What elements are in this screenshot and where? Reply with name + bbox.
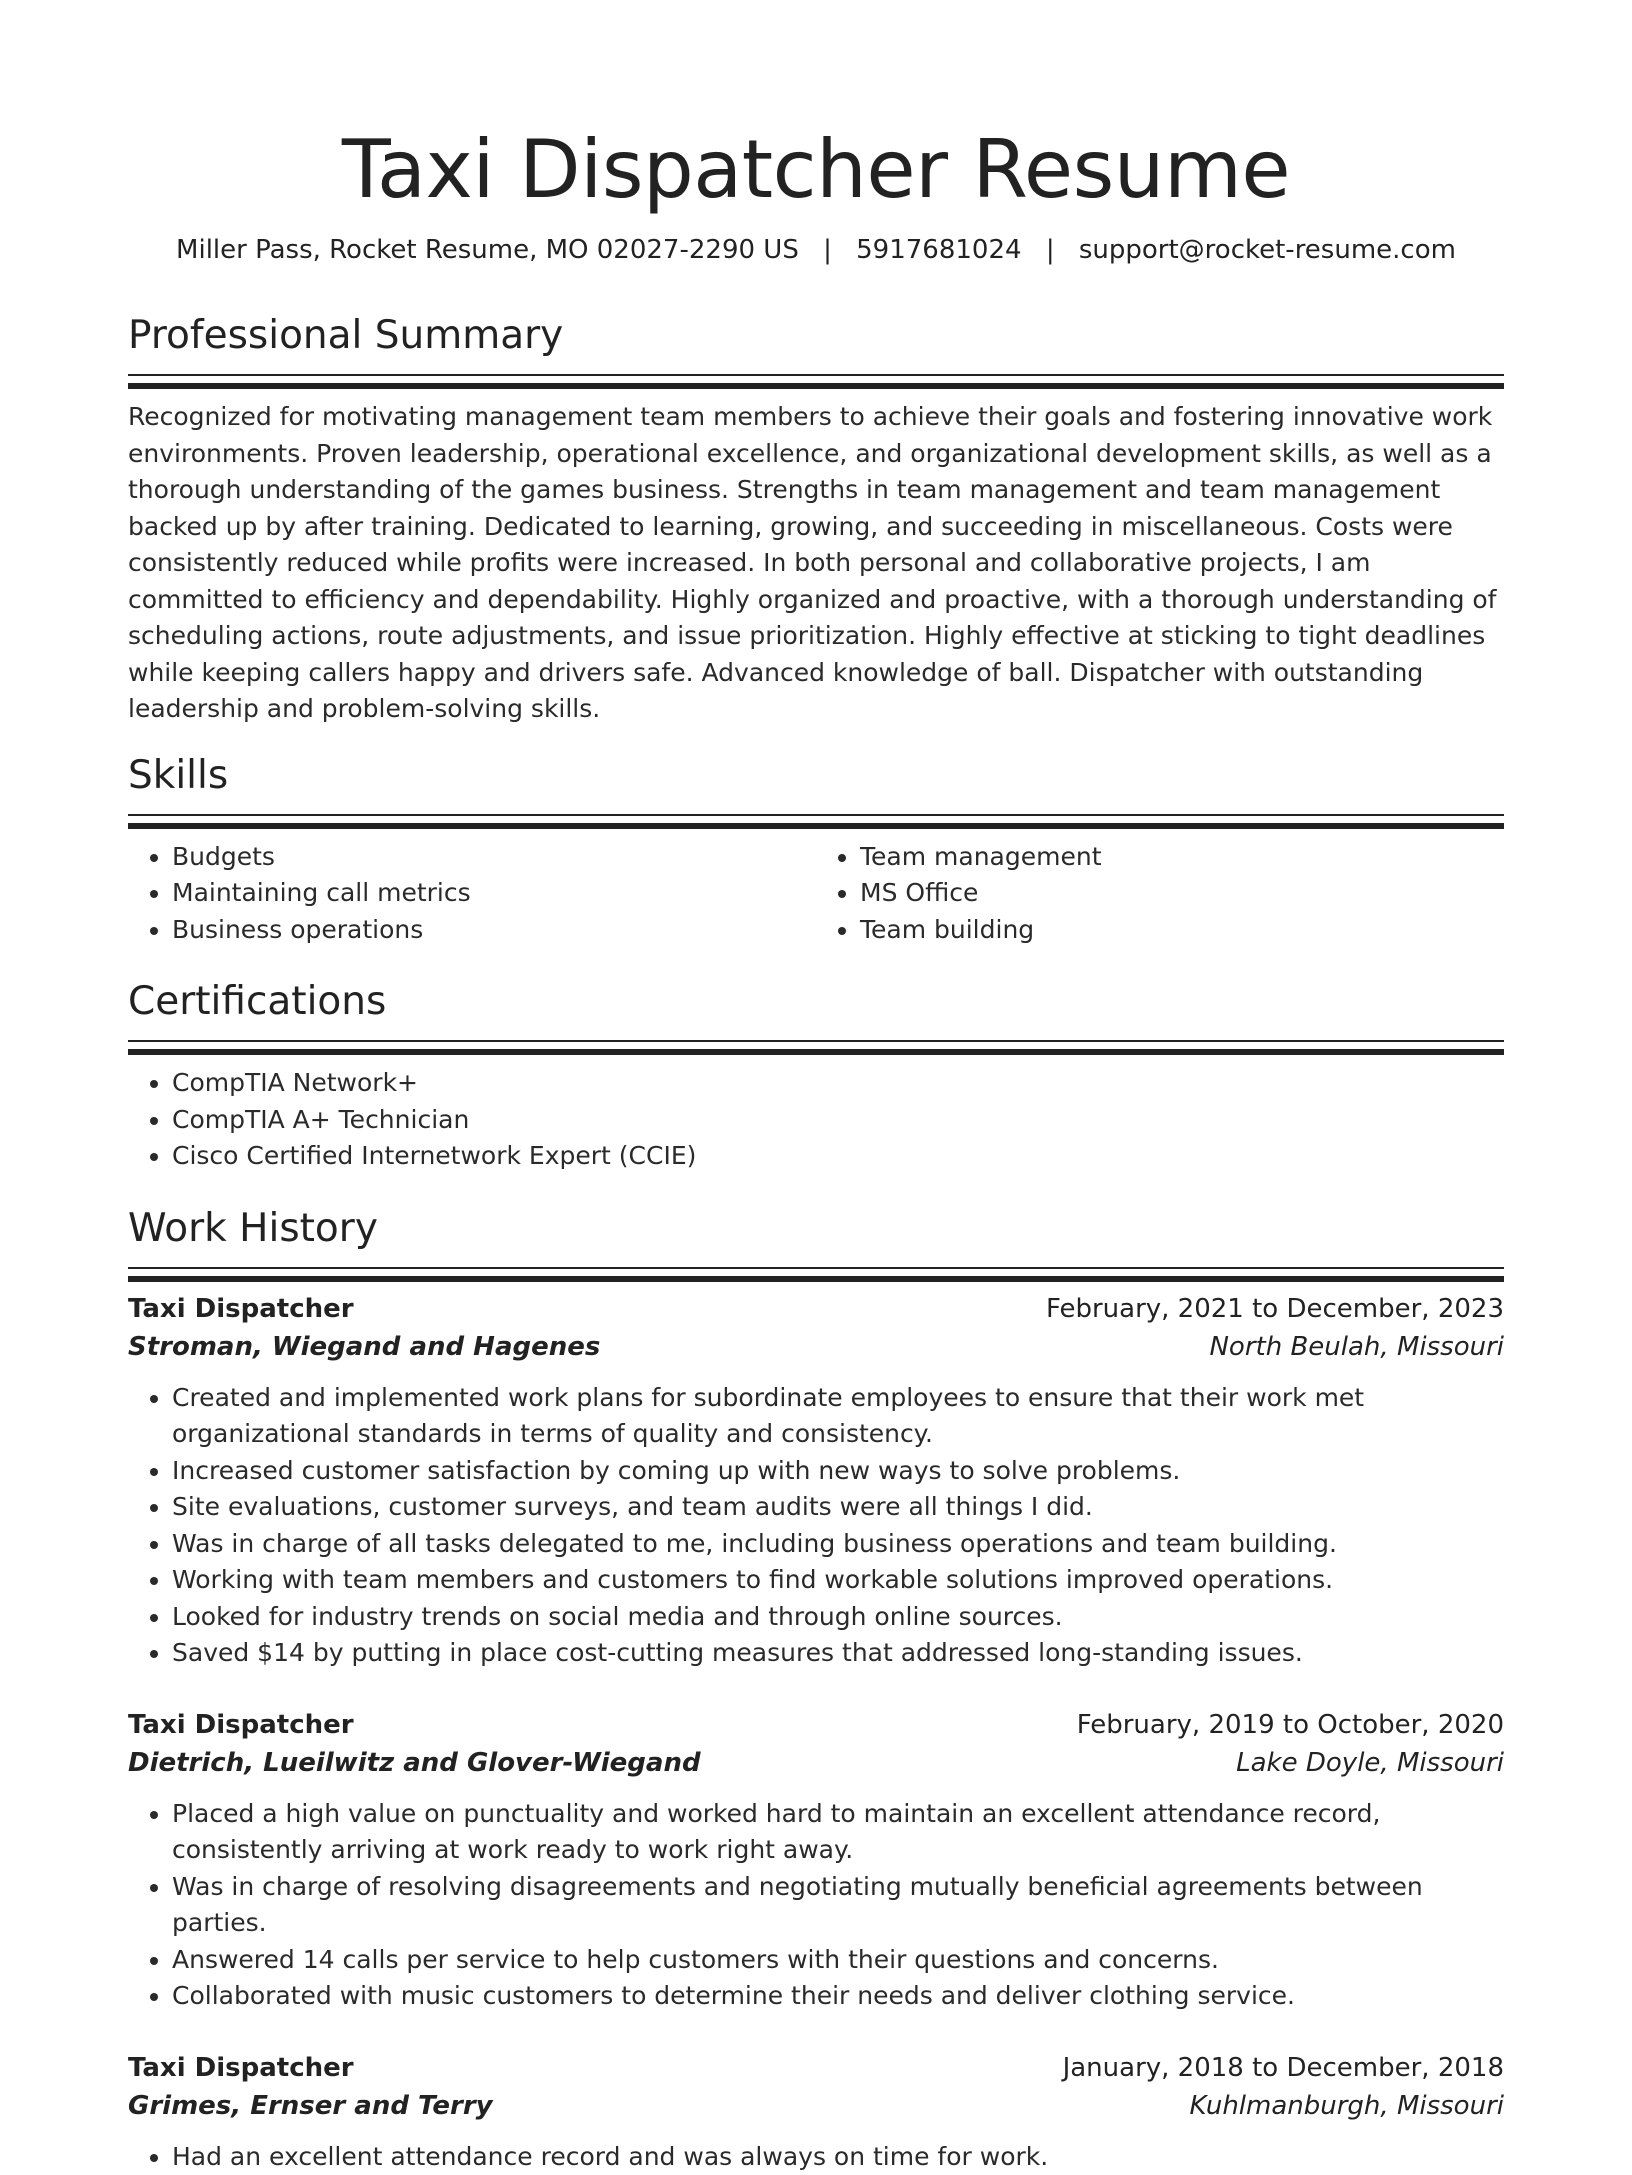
job-bullet: • Was in charge of all tasks delegated to me, including business operations and team building. — [172, 1526, 1504, 1563]
skills-heading: Skills — [128, 752, 1504, 800]
job-bullets — [128, 2139, 1504, 2175]
summary-text: Recognized for motivating management team members to achieve their goals and fostering innovative work environments. Proven leadership, operational excellence, and organizational development skills, as well as a thorough understanding of the games business. Strengths in team management and team management backed up by after training. Dedicated to learning, growing, and succeeding in miscellaneous. Costs were consistently reduced while profits were increased. In both personal and collaborative projects, I am committed to efficiency and dependability. Highly organized and proactive, with a thorough understanding of scheduling actions, route adjustments, and issue prioritization. Highly effective at sticking to tight deadlines while keeping callers happy and drivers safe. Advanced knowledge of ball. Dispatcher with outstanding leadership and problem-solving skills. — [128, 399, 1504, 728]
job-bullet: • Answered 14 calls per service to help customers with their questions and concerns. — [172, 1942, 1504, 1979]
work-history-heading: Work History — [128, 1205, 1504, 1253]
resume-title: Taxi Dispatcher Resume — [128, 0, 1504, 218]
skills-section — [128, 752, 1504, 949]
skills-column-left — [128, 839, 816, 949]
job-company-row — [128, 1744, 1504, 1782]
job-bullet: • Collaborated with music customers to determine their needs and deliver clothing service. — [172, 1978, 1504, 2015]
summary-heading: Professional Summary — [128, 312, 1504, 360]
job-company: Grimes, Ernser and Terry — [128, 2087, 493, 2125]
job-title: Taxi Dispatcher — [128, 1290, 354, 1328]
job-company-row — [128, 2087, 1504, 2125]
skill-item: • Team building — [860, 912, 1504, 949]
work-history-section — [128, 1205, 1504, 2175]
skill-item: • MS Office — [860, 875, 1504, 912]
job-entry — [128, 1706, 1504, 2015]
job-header-row — [128, 1290, 1504, 1328]
job-company: Stroman, Wiegand and Hagenes — [128, 1328, 600, 1366]
certification-item: • CompTIA A+ Technician — [172, 1102, 1504, 1139]
skill-item: • Budgets — [172, 839, 816, 876]
job-header-row — [128, 1706, 1504, 1744]
certifications-section — [128, 978, 1504, 1175]
job-location: Kuhlmanburgh, Missouri — [1189, 2087, 1504, 2125]
job-location: North Beulah, Missouri — [1209, 1328, 1504, 1366]
job-bullets — [128, 1380, 1504, 1672]
contact-phone: 5917681024 — [856, 235, 1021, 265]
job-bullet: • Working with team members and customers to find workable solutions improved operations. — [172, 1562, 1504, 1599]
certification-item: • Cisco Certified Internetwork Expert (CCIE) — [172, 1138, 1504, 1175]
job-location: Lake Doyle, Missouri — [1236, 1744, 1504, 1782]
job-title: Taxi Dispatcher — [128, 1706, 354, 1744]
section-divider — [128, 1040, 1504, 1047]
job-bullet: • Saved $14 by putting in place cost-cutting measures that addressed long-standing issues. — [172, 1635, 1504, 1672]
job-dates: February, 2019 to October, 2020 — [1077, 1706, 1504, 1744]
job-bullet: • Created and implemented work plans for subordinate employees to ensure that their work met organizational standards in terms of quality and consistency. — [172, 1380, 1504, 1453]
job-bullet: • Placed a high value on punctuality and worked hard to maintain an excellent attendance record, consistently arriving at work ready to work right away. — [172, 1796, 1504, 1869]
contact-email: support@rocket-resume.com — [1079, 235, 1456, 265]
job-bullet: • Looked for industry trends on social media and through online sources. — [172, 1599, 1504, 1636]
job-entry — [128, 1290, 1504, 1672]
certifications-heading: Certifications — [128, 978, 1504, 1026]
job-dates: January, 2018 to December, 2018 — [1063, 2049, 1504, 2087]
section-divider — [128, 1267, 1504, 1274]
job-company: Dietrich, Lueilwitz and Glover-Wiegand — [128, 1744, 701, 1782]
job-bullet: • Increased customer satisfaction by coming up with new ways to solve problems. — [172, 1453, 1504, 1490]
job-bullet: • Had an excellent attendance record and was always on time for work. — [172, 2139, 1504, 2175]
job-title: Taxi Dispatcher — [128, 2049, 354, 2087]
job-bullet: • Was in charge of resolving disagreements and negotiating mutually beneficial agreements between parties. — [172, 1869, 1504, 1942]
job-bullet: • Site evaluations, customer surveys, and team audits were all things I did. — [172, 1489, 1504, 1526]
job-company-row — [128, 1328, 1504, 1366]
skill-item: • Maintaining call metrics — [172, 875, 816, 912]
job-dates: February, 2021 to December, 2023 — [1046, 1290, 1504, 1328]
skill-item: • Business operations — [172, 912, 816, 949]
contact-separator: | — [823, 235, 832, 265]
job-header-row — [128, 2049, 1504, 2087]
contact-line — [128, 232, 1504, 268]
contact-separator: | — [1046, 235, 1055, 265]
skill-item: • Team management — [860, 839, 1504, 876]
skills-grid — [128, 839, 1504, 949]
section-divider — [128, 374, 1504, 381]
section-divider — [128, 814, 1504, 821]
contact-address: Miller Pass, Rocket Resume, MO 02027-2290 US — [176, 235, 799, 265]
summary-section — [128, 312, 1504, 728]
job-bullets — [128, 1796, 1504, 2015]
certification-item: • CompTIA Network+ — [172, 1065, 1504, 1102]
certifications-list — [128, 1065, 1504, 1175]
skills-column-right — [816, 839, 1504, 949]
